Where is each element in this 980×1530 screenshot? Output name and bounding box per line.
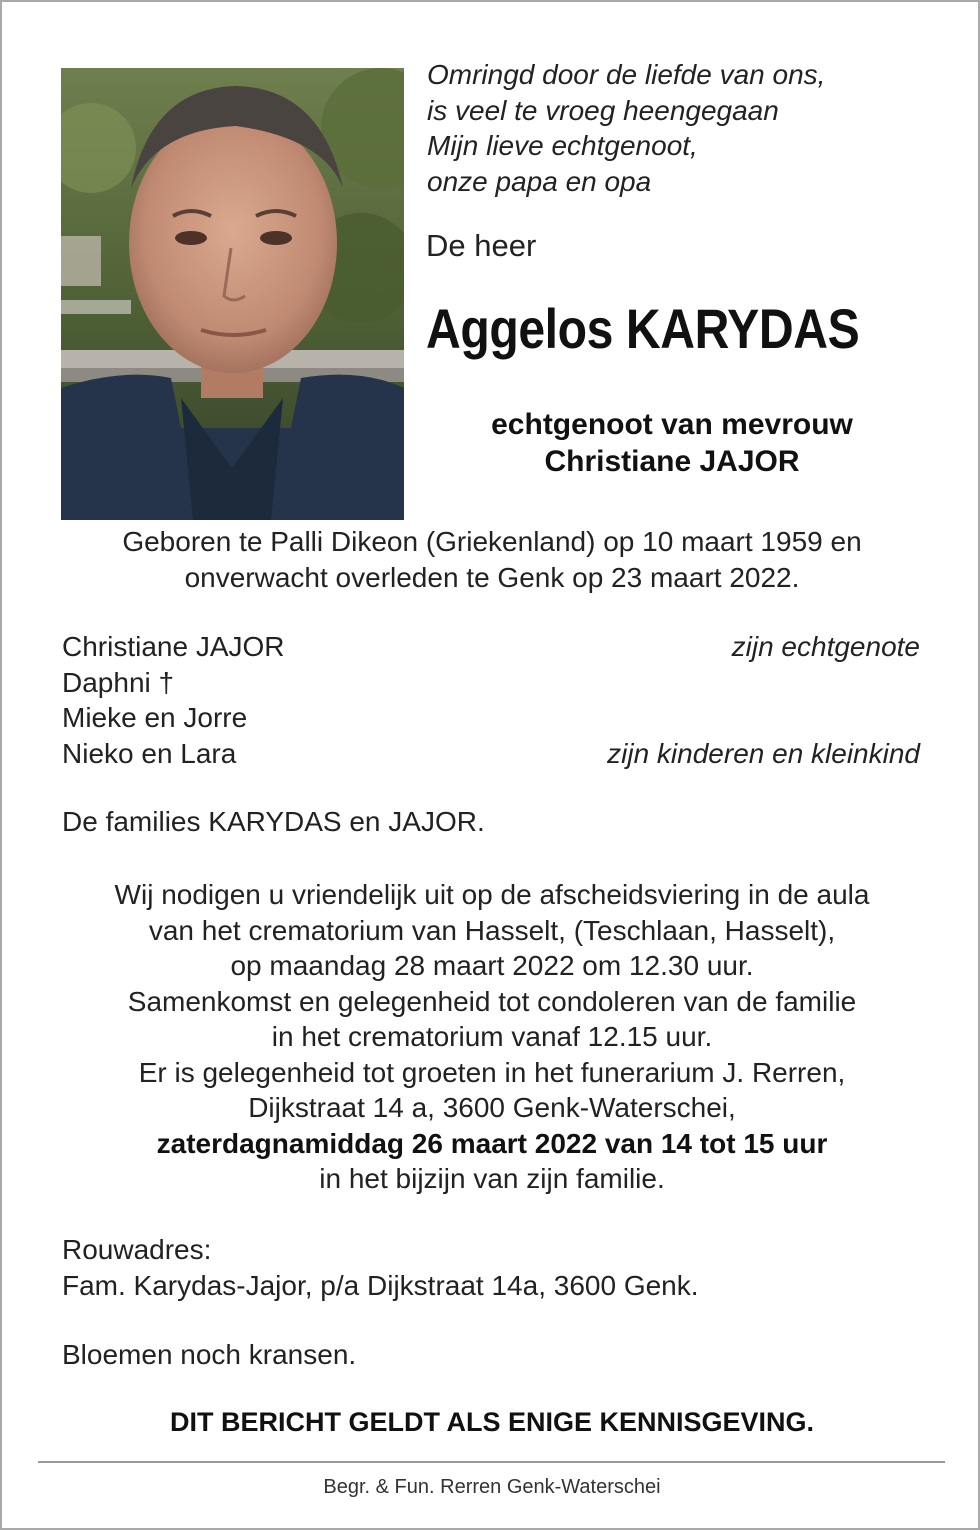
spouse-line: echtgenoot van mevrouw xyxy=(491,408,853,441)
death-line: onverwacht overleden te Genk op 23 maart 2022. xyxy=(184,561,800,593)
invitation-line: Wij nodigen u vriendelijk uit op de afscheidsviering in de aula xyxy=(114,879,870,910)
poem-line: Mijn lieve echtgenoot, xyxy=(427,130,698,161)
address-value: Fam. Karydas-Jajor, p/a Dijkstraat 14a, 3600 Genk. xyxy=(62,1269,699,1301)
family-list xyxy=(62,629,920,771)
salutation: De heer xyxy=(426,228,537,263)
address-label: Rouwadres: xyxy=(62,1234,212,1265)
family-row xyxy=(62,665,920,701)
visitation-time: zaterdagnamiddag 26 maart 2022 van 14 tot 15 uur xyxy=(156,1127,828,1159)
invitation xyxy=(22,877,962,1197)
undertaker-credit: Begr. & Fun. Rerren Genk-Waterschei xyxy=(323,1476,661,1498)
birth-death-info xyxy=(42,524,942,595)
poem xyxy=(427,57,947,199)
family-member-name: Nieko en Lara xyxy=(62,737,237,769)
portrait-photo xyxy=(61,68,404,520)
poem-line: is veel te vroeg heengegaan xyxy=(427,94,779,126)
spouse-name: Christiane JAJOR xyxy=(544,445,800,478)
invitation-line: Dijkstraat 14 a, 3600 Genk-Waterschei, xyxy=(248,1092,736,1123)
family-member-name: Christiane JAJOR xyxy=(62,631,285,662)
deceased-name: Aggelos KARYDAS xyxy=(426,297,860,360)
poem-line: Omringd door de liefde van ons, xyxy=(427,59,826,90)
family-relation: zijn kinderen en kleinkind xyxy=(607,737,920,769)
family-member-name: Mieke en Jorre xyxy=(62,702,248,733)
invitation-line: van het crematorium van Hasselt, (Teschlaan, Hasselt), xyxy=(148,914,836,946)
invitation-line: Er is gelegenheid tot groeten in het funerarium J. Rerren, xyxy=(138,1056,846,1088)
divider xyxy=(38,1461,945,1463)
invitation-line: in het bijzijn van zijn familie. xyxy=(319,1163,665,1194)
family-row xyxy=(62,700,920,736)
families-line: De families KARYDAS en JAJOR. xyxy=(62,806,485,837)
invitation-line: in het crematorium vanaf 12.15 uur. xyxy=(271,1021,713,1052)
family-relation: zijn echtgenote xyxy=(731,631,920,662)
family-member-name: Daphni † xyxy=(62,666,175,698)
birth-line: Geboren te Palli Dikeon (Griekenland) op 10 maart 1959 en xyxy=(122,526,862,557)
family-row xyxy=(62,736,920,772)
notice-statement: DIT BERICHT GELDT ALS ENIGE KENNISGEVING. xyxy=(169,1407,815,1437)
spouse-info xyxy=(422,406,922,480)
invitation-line: Samenkomst en gelegenheid tot condoleren van de familie xyxy=(127,985,857,1017)
invitation-line: op maandag 28 maart 2022 om 12.30 uur. xyxy=(230,950,754,981)
mourning-address xyxy=(62,1232,699,1303)
poem-line: onze papa en opa xyxy=(427,165,652,197)
flowers-note: Bloemen noch kransen. xyxy=(62,1339,357,1370)
family-row xyxy=(62,629,920,665)
